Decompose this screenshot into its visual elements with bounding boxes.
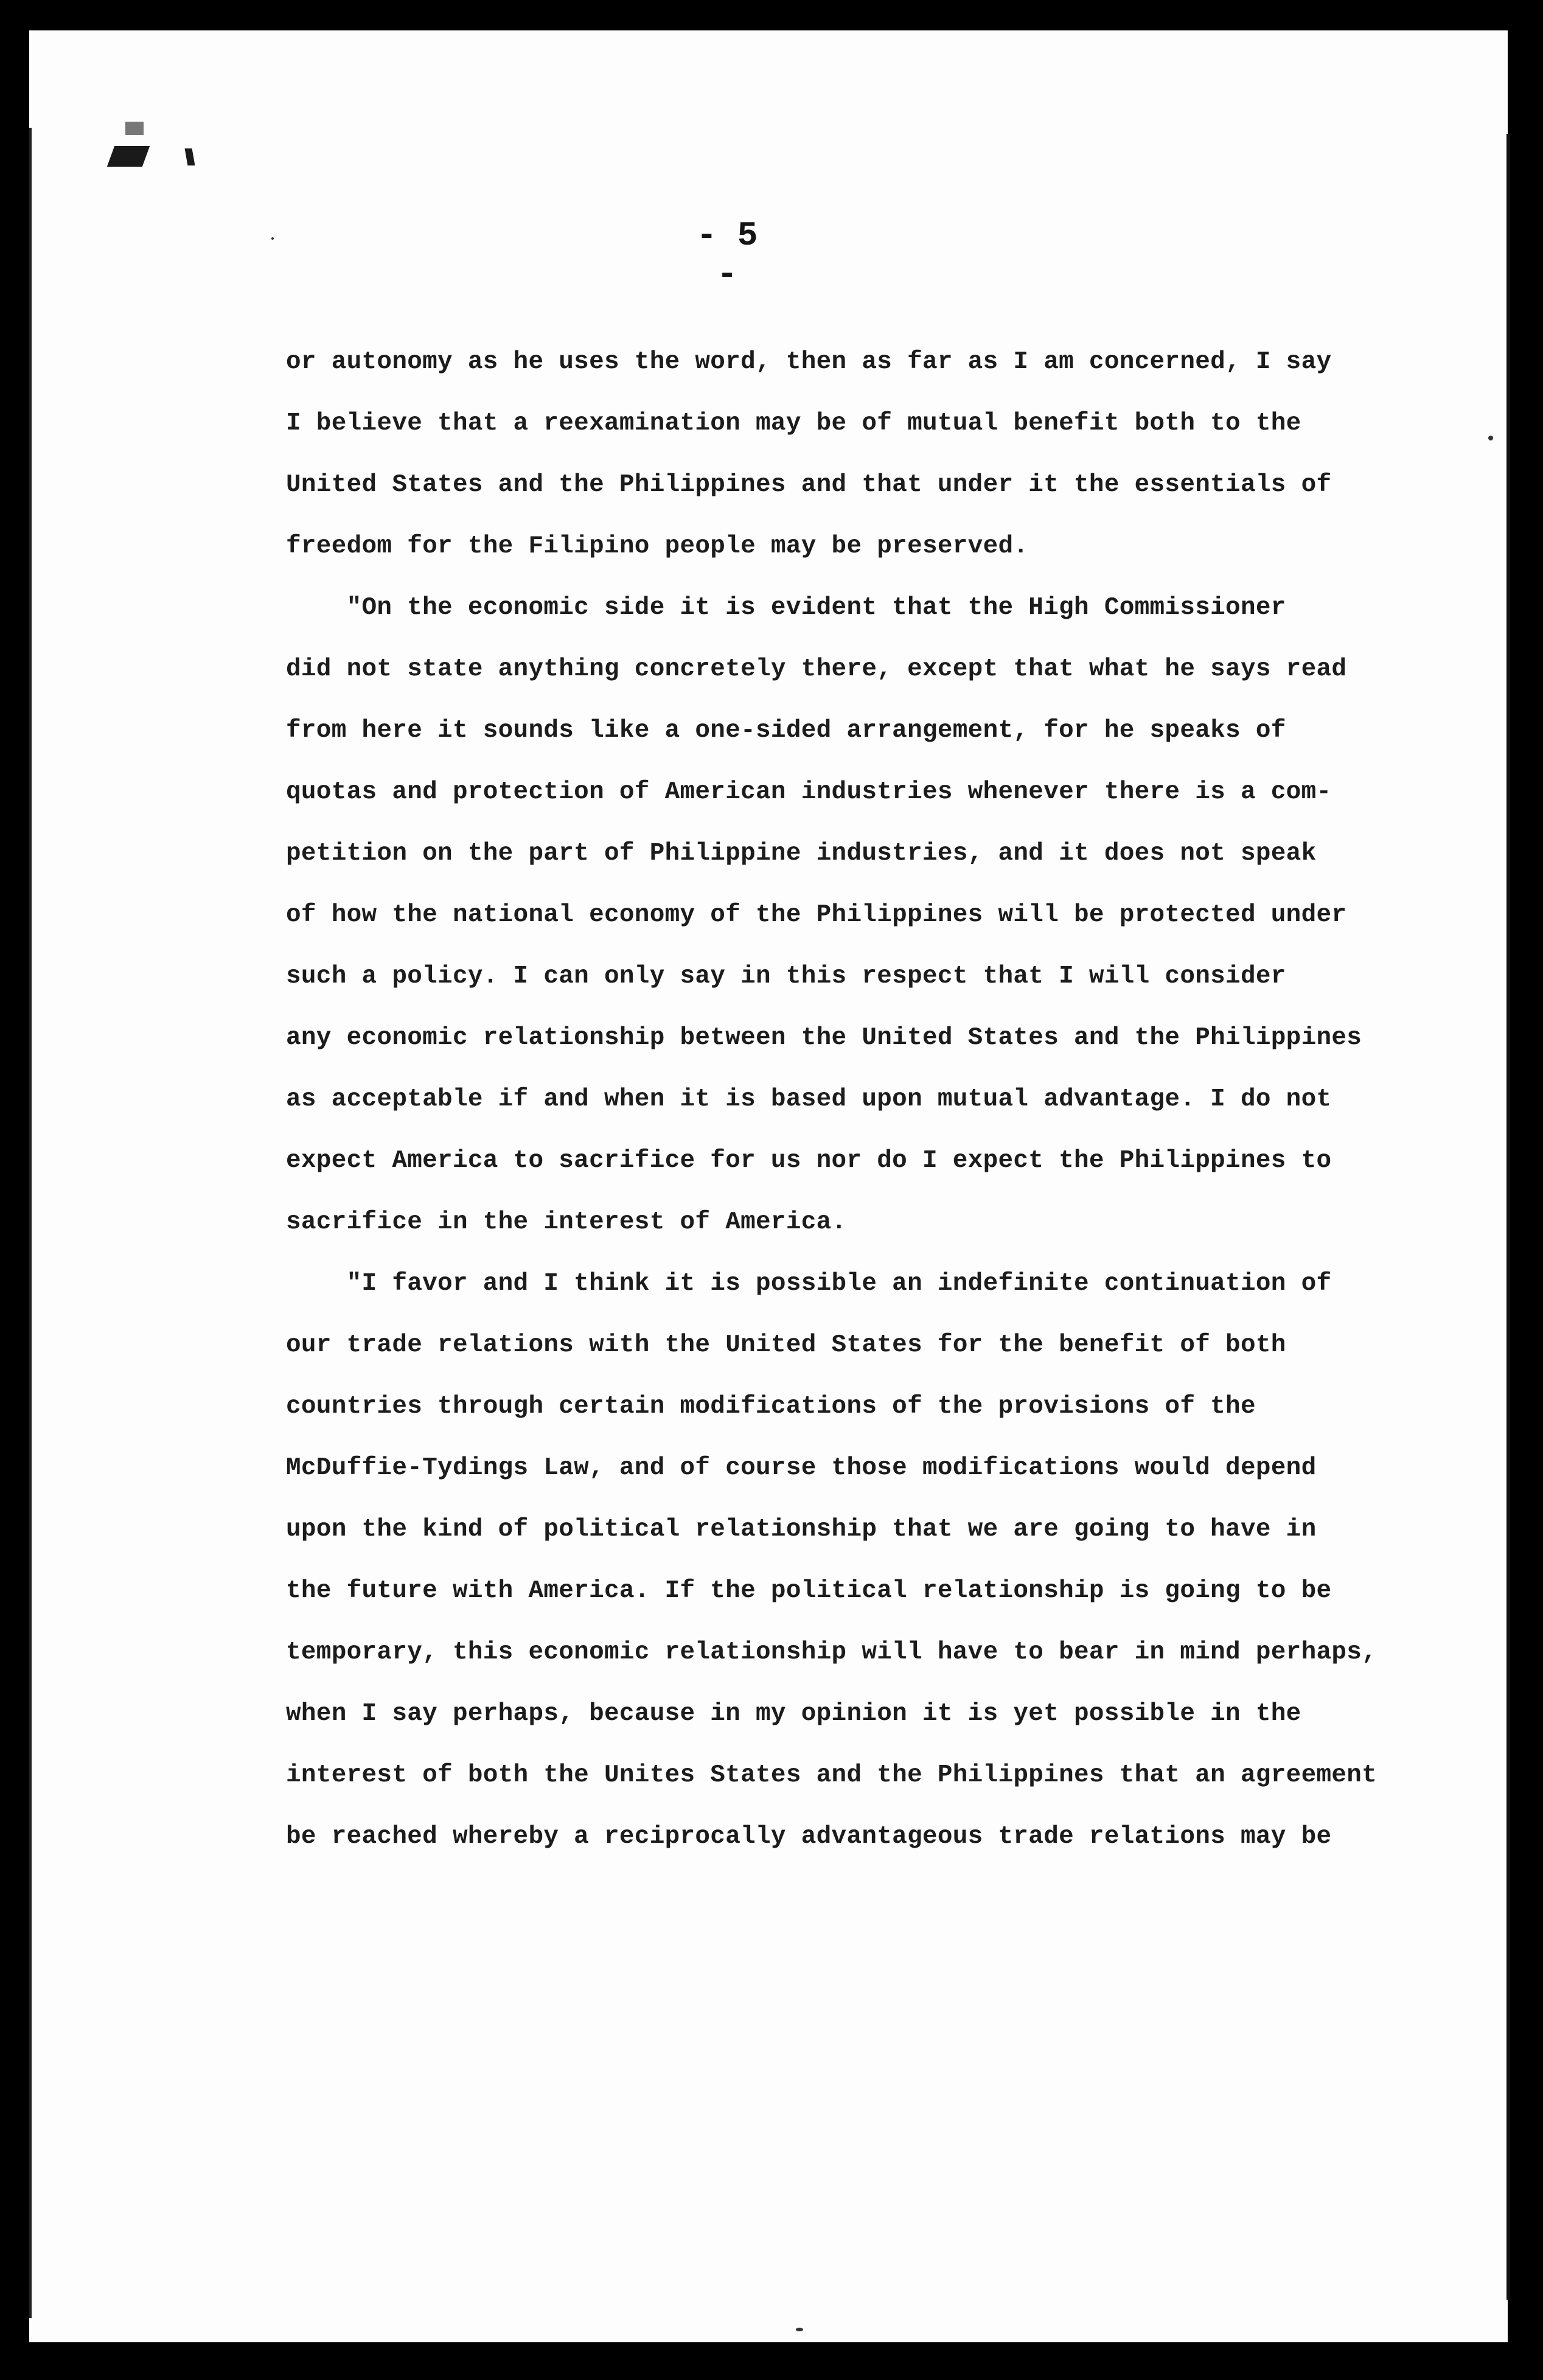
text-line: such a policy. I can only say in this respect that I will consider (286, 962, 1286, 990)
page-right-edge (1506, 134, 1510, 2300)
text-line: upon the kind of political relationship that we are going to have in (286, 1515, 1317, 1543)
text-line: quotas and protection of American industries whenever there is a com- (286, 778, 1332, 806)
text-line: United States and the Philippines and that under it the essentials of (286, 471, 1332, 499)
document-body (286, 332, 1405, 1868)
text-line: any economic relationship between the United States and the Philippines (286, 1024, 1362, 1052)
text-line: sacrifice in the interest of America. (286, 1208, 847, 1236)
text-line: the future with America. If the political relationship is going to be (286, 1577, 1332, 1605)
scan-speck (796, 2328, 803, 2331)
text-line: or autonomy as he uses the word, then as far as I am concerned, I say (286, 348, 1332, 376)
text-line: did not state anything concretely there, except that what he says read (286, 655, 1347, 683)
corner-mark (107, 146, 150, 167)
text-line: petition on the part of Philippine industries, and it does not speak (286, 840, 1317, 868)
text-line: "I favor and I think it is possible an indefinite continuation of (286, 1270, 1332, 1298)
text-line: countries through certain modifications of the provisions of the (286, 1393, 1256, 1421)
text-line: be reached whereby a reciprocally advantageous trade relations may be (286, 1823, 1332, 1851)
text-line: when I say perhaps, because in my opinion it is yet possible in the (286, 1700, 1301, 1728)
page-number: - 5 - (696, 216, 758, 294)
text-line: I believe that a reexamination may be of mutual benefit both to the (286, 409, 1301, 437)
text-line: expect America to sacrifice for us nor do I expect the Philippines to (286, 1147, 1332, 1175)
scan-speck (271, 237, 274, 240)
text-line: from here it sounds like a one-sided arrangement, for he speaks of (286, 717, 1286, 745)
text-line: freedom for the Filipino people may be preserved. (286, 532, 1029, 560)
text-line: our trade relations with the United States for the benefit of both (286, 1331, 1286, 1359)
text-line: McDuffie-Tydings Law, and of course those modifications would depend (286, 1454, 1317, 1482)
text-line: of how the national economy of the Philippines will be protected under (286, 901, 1347, 929)
scan-speck (1488, 436, 1493, 440)
text-line: as acceptable if and when it is based upon mutual advantage. I do not (286, 1085, 1332, 1113)
text-line: "On the economic side it is evident that the High Commissioner (286, 594, 1286, 622)
text-line: interest of both the Unites States and the Philippines that an agreement (286, 1761, 1378, 1789)
page-left-edge (29, 128, 32, 2318)
corner-mark (125, 122, 144, 135)
text-line: temporary, this economic relationship will have to bear in mind perhaps, (286, 1638, 1378, 1666)
